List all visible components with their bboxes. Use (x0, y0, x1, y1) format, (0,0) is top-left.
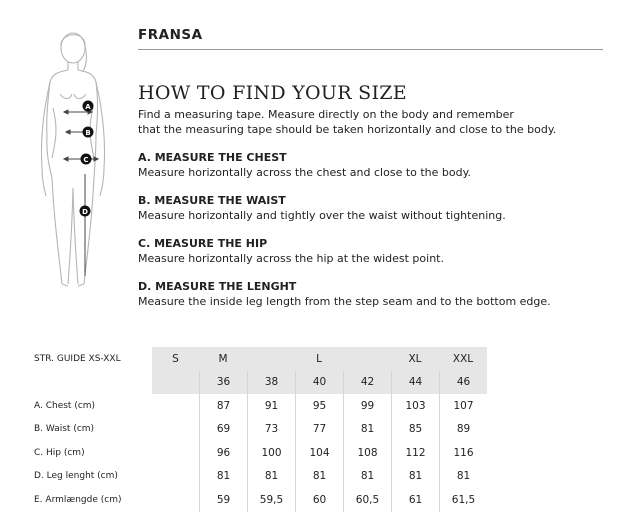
svg-text:A: A (85, 103, 91, 111)
table-cell: 81 (343, 465, 391, 489)
table-cell: 81 (199, 465, 247, 489)
numeric-size: 36 (199, 371, 247, 395)
guide-label: STR. GUIDE XS-XXL (34, 353, 121, 364)
step-hip (138, 236, 608, 266)
table-header-row (34, 347, 487, 371)
table-cell: 81 (439, 465, 487, 489)
size-label (343, 347, 391, 371)
svg-text:B: B (85, 129, 91, 137)
table-cell: 91 (247, 394, 295, 418)
table-cell: 81 (343, 418, 391, 442)
table-cell: 107 (439, 394, 487, 418)
step-description: Measure horizontally and tightly over the waist without tightening. (138, 209, 506, 222)
step-chest (138, 150, 608, 180)
table-row (34, 394, 487, 418)
table-cell: 59,5 (247, 488, 295, 512)
body-figure-illustration (22, 28, 122, 296)
size-guide-table (34, 347, 487, 512)
step-title: C. MEASURE THE HIP (138, 237, 268, 250)
numeric-size: 44 (391, 371, 439, 395)
table-cell: 69 (199, 418, 247, 442)
size-label: XXL (439, 347, 487, 371)
row-label: C. Hip (cm) (34, 447, 85, 458)
table-cell: 81 (391, 465, 439, 489)
measure-marker-a (83, 101, 94, 112)
step-title: B. MEASURE THE WAIST (138, 194, 286, 207)
table-cell: 85 (391, 418, 439, 442)
svg-text:D: D (82, 208, 88, 216)
brand-name: FRANSA (138, 27, 203, 43)
intro-text (138, 107, 608, 137)
size-label: XL (391, 347, 439, 371)
table-cell: 77 (295, 418, 343, 442)
table-cell: 61 (391, 488, 439, 512)
step-description: Measure horizontally across the hip at the widest point. (138, 252, 444, 265)
table-cell: 99 (343, 394, 391, 418)
table-cell: 73 (247, 418, 295, 442)
table-cell: 104 (295, 441, 343, 465)
size-label (247, 347, 295, 371)
size-label: S (152, 347, 199, 371)
measure-marker-d (80, 206, 91, 217)
page-title: HOW TO FIND YOUR SIZE (138, 82, 407, 104)
row-label: E. Armlængde (cm) (34, 494, 122, 505)
table-row (34, 418, 487, 442)
table-cell: 59 (199, 488, 247, 512)
row-label: D. Leg lenght (cm) (34, 471, 118, 482)
intro-line-1: Find a measuring tape. Measure directly on the body and remember (138, 108, 514, 121)
table-cell: 95 (295, 394, 343, 418)
step-title: A. MEASURE THE CHEST (138, 151, 287, 164)
size-label: L (295, 347, 343, 371)
step-title: D. MEASURE THE LENGHT (138, 280, 297, 293)
size-label: M (199, 347, 247, 371)
brand-divider (138, 49, 603, 50)
table-cell: 96 (199, 441, 247, 465)
table-cell: 112 (391, 441, 439, 465)
table-cell: 103 (391, 394, 439, 418)
table-cell: 89 (439, 418, 487, 442)
measure-marker-b (83, 127, 94, 138)
table-cell: 100 (247, 441, 295, 465)
row-label: B. Waist (cm) (34, 424, 95, 435)
measure-marker-c (81, 154, 92, 165)
numeric-size: 38 (247, 371, 295, 395)
numeric-size: 46 (439, 371, 487, 395)
table-cell: 61,5 (439, 488, 487, 512)
step-description: Measure horizontally across the chest and close to the body. (138, 166, 472, 179)
row-label: A. Chest (cm) (34, 400, 96, 411)
numeric-size: 42 (343, 371, 391, 395)
svg-text:C: C (83, 156, 89, 164)
step-length (138, 279, 608, 309)
step-waist (138, 193, 608, 223)
table-cell: 60 (295, 488, 343, 512)
table-cell: 81 (247, 465, 295, 489)
table-cell: 116 (439, 441, 487, 465)
intro-line-2: that the measuring tape should be taken horizontally and close to the body. (138, 123, 557, 136)
table-cell: 87 (199, 394, 247, 418)
table-row (34, 441, 487, 465)
table-row (34, 465, 487, 489)
numeric-size: 40 (295, 371, 343, 395)
table-cell: 60,5 (343, 488, 391, 512)
table-cell: 81 (295, 465, 343, 489)
table-row (34, 488, 487, 512)
step-description: Measure the inside leg length from the step seam and to the bottom edge. (138, 295, 551, 308)
table-cell: 108 (343, 441, 391, 465)
numeric-size-row (34, 371, 487, 395)
